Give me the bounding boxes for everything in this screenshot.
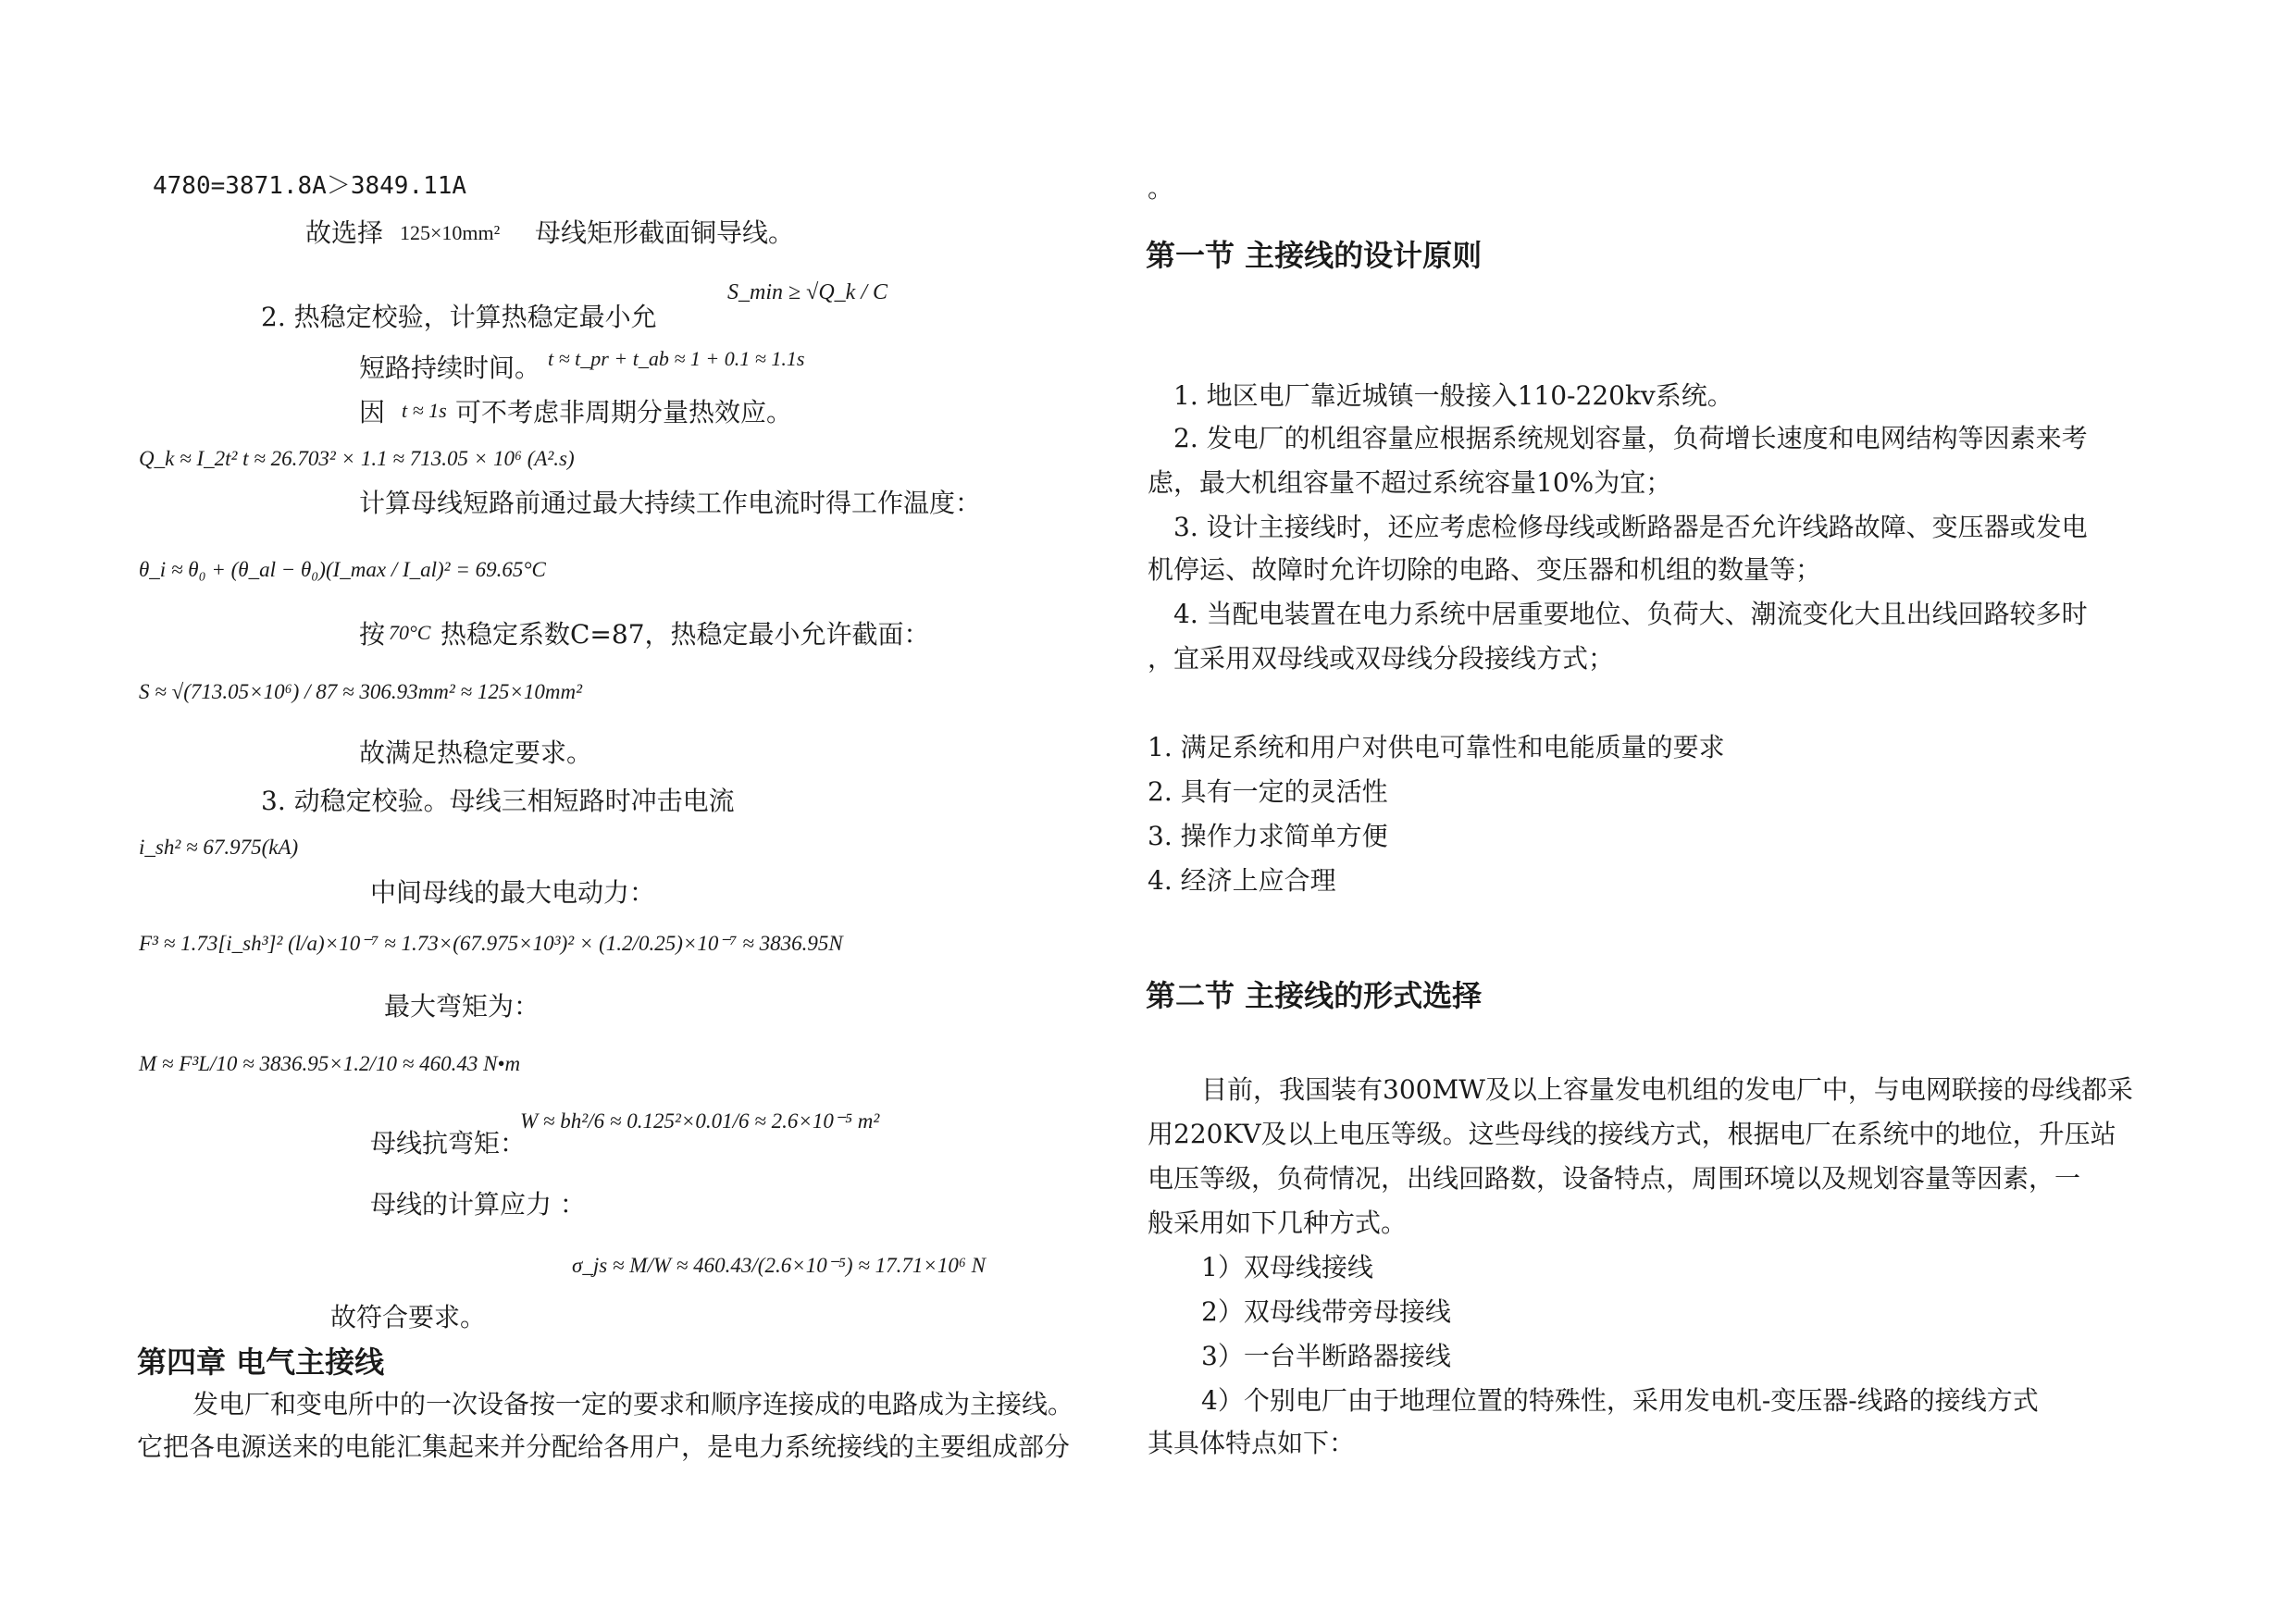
form-paragraph-line1: 目前，我国装有300MW及以上容量发电机组的发电厂中，与电网联接的母线都采 bbox=[1201, 1074, 2133, 1105]
form-paragraph-line3: 电压等级，负荷情况，出线回路数，设备特点，周围环境以及规划容量等因素，一 bbox=[1148, 1163, 2081, 1194]
no-aperiodic-text: 可不考虑非周期分量热效应。 bbox=[455, 397, 793, 427]
thermal-ok-text: 故满足热稳定要求。 bbox=[359, 737, 593, 768]
continuation-dot: 。 bbox=[1148, 173, 1174, 204]
stress-formula: σ_js ≈ M/W ≈ 460.43/(2.6×10⁻⁵) ≈ 17.71×10⁶ N bbox=[572, 1254, 986, 1277]
max-moment-text: 最大弯矩为： bbox=[384, 991, 540, 1022]
principle-4-cont: ，宜采用双母线或双母线分段接线方式； bbox=[1148, 643, 1615, 674]
thermal-coefficient-text: 热稳定系数C=87，热稳定最小允许截面： bbox=[441, 619, 930, 650]
requirement-2: 2. 具有一定的灵活性 bbox=[1148, 776, 1388, 807]
requirement-3: 3. 操作力求简单方便 bbox=[1148, 821, 1388, 851]
scheme-2: 2）双母线带旁母接线 bbox=[1201, 1296, 1451, 1327]
temperature-text: 计算母线短路前通过最大持续工作电流时得工作温度： bbox=[359, 488, 982, 518]
moment-formula: M ≈ F³L/10 ≈ 3836.95×1.2/10 ≈ 460.43 N•m bbox=[139, 1052, 521, 1075]
w-formula: W ≈ bh²/6 ≈ 0.125²×0.01/6 ≈ 2.6×10⁻⁵ m² bbox=[520, 1109, 880, 1133]
max-force-text: 中间母线的最大电动力： bbox=[370, 877, 656, 908]
chapter-paragraph-line1: 发电厂和变电所中的一次设备按一定的要求和顺序连接成的电路成为主接线。 bbox=[192, 1389, 1074, 1419]
current-comparison-line: 4780=3871.8A＞3849.11A bbox=[153, 172, 467, 200]
scheme-3: 3）一台半断路器接线 bbox=[1201, 1341, 1451, 1371]
theta-formula: θ_i ≈ θ₀ + (θ_al − θ₀)(I_max / I_al)² = 69.65°C bbox=[139, 558, 546, 581]
t-formula: t ≈ 1s bbox=[402, 399, 447, 422]
thermal-check-heading: 2. 热稳定校验，计算热稳定最小允 bbox=[261, 302, 657, 332]
ish-formula: i_sh² ≈ 67.975(kA) bbox=[139, 836, 299, 859]
principle-3-cont: 机停运、故障时允许切除的电路、变压器和机组的数量等； bbox=[1148, 554, 1822, 585]
form-paragraph-line4: 般采用如下几种方式。 bbox=[1148, 1208, 1408, 1238]
press-text: 按 bbox=[359, 619, 386, 650]
selection-text-end: 母线矩形截面铜导线。 bbox=[535, 217, 795, 248]
principle-3: 3. 设计主接线时，还应考虑检修母线或断路器是否允许线路故障、变压器或发电 bbox=[1173, 512, 2088, 542]
stress-text: 母线的计算应力 ： bbox=[370, 1189, 586, 1220]
features-intro: 其具体特点如下： bbox=[1148, 1428, 1356, 1458]
section1-title: 第一节 主接线的设计原则 bbox=[1146, 238, 1483, 273]
meets-requirement-text: 故符合要求。 bbox=[330, 1302, 487, 1332]
principle-4: 4. 当配电装置在电力系统中居重要地位、负荷大、潮流变化大且出线回路较多时 bbox=[1173, 599, 2088, 629]
dynamic-check-heading: 3. 动稳定校验。母线三相短路时冲击电流 bbox=[261, 786, 735, 816]
principle-1: 1. 地区电厂靠近城镇一般接入110-220kv系统。 bbox=[1173, 380, 1733, 411]
bending-resistance-text: 母线抗弯矩： bbox=[370, 1128, 527, 1158]
section2-title: 第二节 主接线的形式选择 bbox=[1146, 978, 1483, 1013]
temp-70-formula: 70°C bbox=[389, 621, 431, 644]
chapter-title: 第四章 电气主接线 bbox=[137, 1344, 385, 1380]
chapter-paragraph-line2: 它把各电源送来的电能汇集起来并分配给各用户，是电力系统接线的主要组成部分 bbox=[137, 1431, 1071, 1462]
smin-formula: S_min ≥ √Q_k / C bbox=[727, 280, 888, 304]
selection-text: 故选择 bbox=[305, 217, 384, 248]
principle-2-cont: 虑，最大机组容量不超过系统容量10%为宜； bbox=[1148, 467, 1672, 498]
busbar-size-formula: 125×10mm² bbox=[400, 221, 501, 244]
form-paragraph-line2: 用220KV及以上电压等级。这些母线的接线方式，根据电厂在系统中的地位，升压站 bbox=[1148, 1119, 2116, 1149]
scheme-1: 1）双母线接线 bbox=[1201, 1252, 1373, 1282]
scheme-4: 4）个别电厂由于地理位置的特殊性，采用发电机-变压器-线路的接线方式 bbox=[1201, 1385, 2039, 1416]
because-text: 因 bbox=[359, 397, 386, 427]
requirement-4: 4. 经济上应合理 bbox=[1148, 865, 1336, 896]
force-formula: F³ ≈ 1.73[i_sh³]² (l/a)×10⁻⁷ ≈ 1.73×(67.975×10³)² × (1.2/0.25)×10⁻⁷ ≈ 3836.95N bbox=[139, 932, 843, 955]
requirement-1: 1. 满足系统和用户对供电可靠性和电能质量的要求 bbox=[1148, 732, 1725, 762]
principle-2: 2. 发电厂的机组容量应根据系统规划容量，负荷增长速度和电网结构等因素来考 bbox=[1173, 423, 2088, 453]
duration-formula: t ≈ t_pr + t_ab ≈ 1 + 0.1 ≈ 1.1s bbox=[548, 347, 805, 370]
duration-text: 短路持续时间。 bbox=[359, 353, 541, 383]
min-section-formula: S ≈ √(713.05×10⁶) / 87 ≈ 306.93mm² ≈ 125×10mm² bbox=[139, 680, 582, 703]
qk-formula: Q_k ≈ I_2t² t ≈ 26.703² × 1.1 ≈ 713.05 × 10⁶ (A².s) bbox=[139, 447, 575, 470]
